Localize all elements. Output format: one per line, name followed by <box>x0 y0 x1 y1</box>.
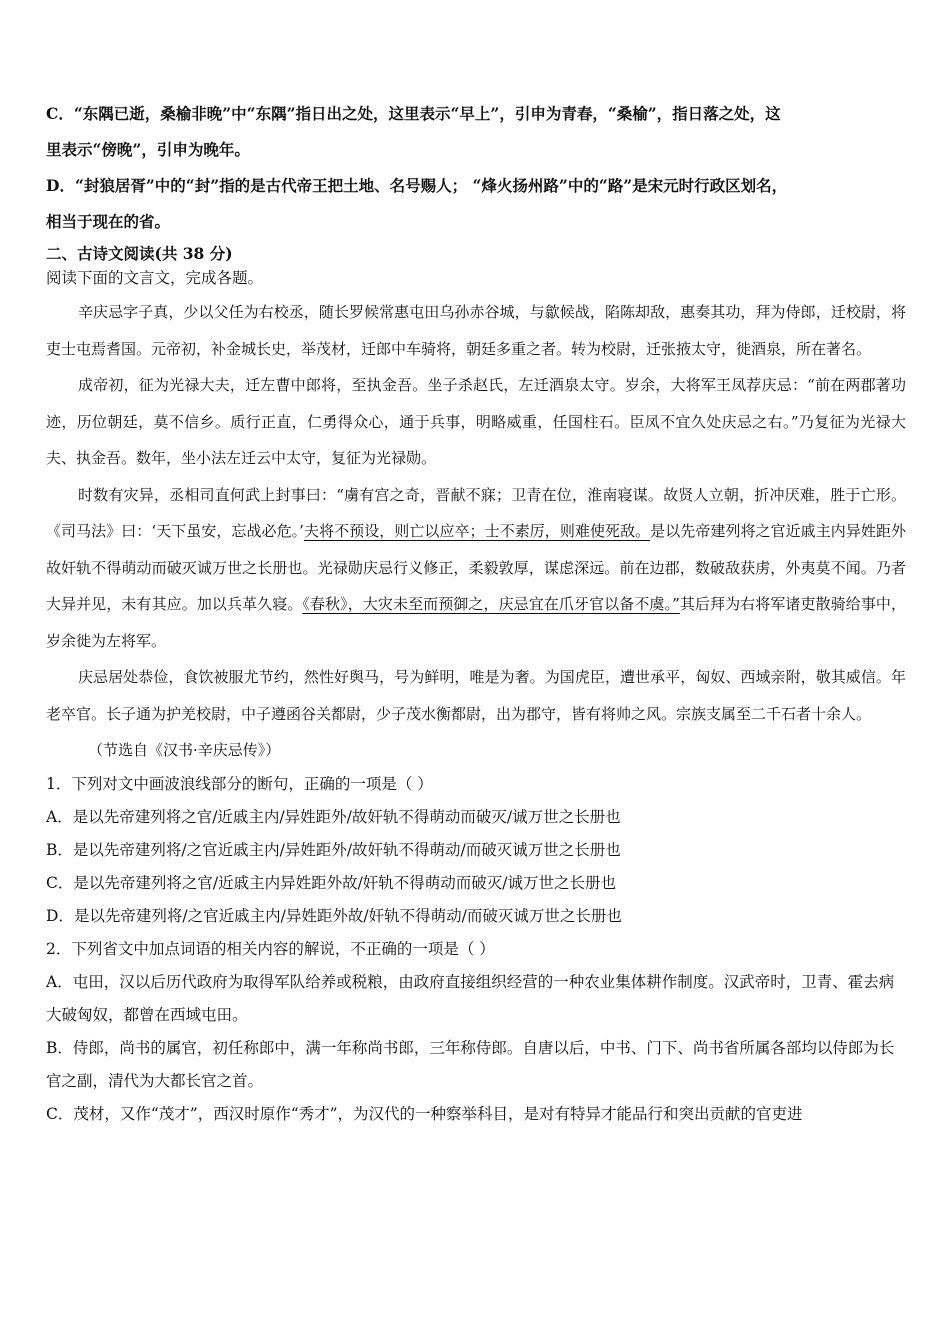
passage-text: 时数有灾异，丞相司直何武上封事曰：“虜有宫之奇，晋献不寐；卫青在位，淮南寝谋。故贤人立朝，折冲厌难，胜于亡形。《司马法》曰：‘天下虽安，忘战必危。’ <box>46 485 906 540</box>
question-2-option-b: B．侍郎，尚书的属官，初任称郎中，满一年称尚书郎，三年称侍郎。自唐以后，中书、门下、尚书省所属各部均以侍郎为长官之副，清代为大都长官之首。 <box>46 1039 895 1090</box>
question-2-stem: 2．下列省文中加点词语的相关内容的解说，不正确的一项是（ ） <box>46 940 495 958</box>
passage-text: 是以先帝建列将之官近戚主内异姓距外故奸轨不得萌动而破灭诚万世之长册也。光禄勋庆忌行义修正，柔毅敦厚，谋虑深远。前在边郡，数破敌获虏，外夷莫不闻。乃者大异并见，未有其应。加以兵革久寝。 <box>46 522 906 613</box>
document-page <box>46 96 906 1131</box>
question-2-option-a: A．屯田，汉以后历代政府为取得军队给养或税粮，由政府直接组织经营的一种农业集体耕作制度。汉武帝时，卫青、霍去病大破匈奴，都曾在西域屯田。 <box>46 973 895 1024</box>
option-d-line-2: 相当于现在的省。 <box>46 212 171 231</box>
section-instruction: 阅读下面的文言文，完成各题。 <box>46 269 264 287</box>
passage-paragraph-4: 庆忌居处恭俭，食饮被服尤节约，然性好舆马，号为鲜明，唯是为奢。为国虎臣，遭世承平，匈奴、西域亲附，敬其威信。年老卒官。长子通为护羌校尉，中子遵函谷关都尉，少子茂水衡都尉，出为郡守，皆有将帅之风。宗族支属至二千石者十余人。 <box>46 668 906 723</box>
question-1-option-b: B．是以先帝建列将/之官近戚主内/异姓距外/故奸轨不得萌动/而破灭诚万世之长册也 <box>46 841 621 859</box>
question-1-option-d: D．是以先帝建列将/之官近戚主内/异姓距外故/奸轨不得萌动/而破灭诚万世之长册也 <box>46 907 622 925</box>
passage-paragraph-1: 辛庆忌字子真，少以父任为右校丞，随长罗候常惠屯田乌孙赤谷城，与歙候战，陷陈却敌，惠奏其功，拜为侍郎，迁校尉，将吏士屯焉耆国。元帝初，补金城长史，举茂材，迁郎中车骑将，朝廷多重之者。转为校尉，迁张掖太守，徙酒泉，所在著名。 <box>46 303 906 358</box>
passage-source: （节选自《汉书·辛庆忌传》） <box>88 741 281 759</box>
option-d-line-1: D．“封狼居胥”中的“封”指的是古代帝王把土地、名号赐人； “烽火扬州路”中的“路”是宋元时行政区划名， <box>46 176 788 195</box>
option-c-line-2: 里表示“傍晚”，引申为晚年。 <box>46 140 250 159</box>
section-title: 二、古诗文阅读(共 38 分) <box>46 244 233 263</box>
question-1-option-a: A．是以先帝建列将之官/近戚主内/异姓距外/故奸轨不得萌动而破灭/诚万世之长册也 <box>46 808 621 826</box>
passage-text: 其后拜为右将军诸吏散骑给事中，岁余徙为左将军。 <box>46 595 906 650</box>
question-1-option-c: C．是以先帝建列将之官/近戚主内异姓距外故/奸轨不得萌动而破灭/诚万世之长册也 <box>46 874 617 892</box>
question-2-option-c: C．茂材，又作“茂才”，西汉时原作“秀才”，为汉代的一种察举科目，是对有特异才能品行和突出贡献的官吏进 <box>46 1105 803 1123</box>
option-c-line-1: C．“东隅已逝，桑榆非晚”中“东隅”指日出之处，这里表示“早上”，引申为青春，“桑榆”，指日落之处，这 <box>46 104 781 123</box>
underlined-sentence-1: 夫将不预设，则亡以应卒；士不素厉，则难使死敌。 <box>303 522 651 540</box>
question-1-stem: 1．下列对文中画波浪线部分的断句，正确的一项是（ ） <box>46 775 433 793</box>
passage-paragraph-3 <box>46 477 906 660</box>
underlined-sentence-2: 《春秋》，大灾未至而预御之，庆忌宜在爪牙官以备不虞。” <box>302 595 680 613</box>
passage-paragraph-2: 成帝初，征为光禄大夫，迁左曹中郎将，至执金吾。坐子杀赵氏，左迁酒泉太守。岁余，大将军王凤荐庆忌：“前在两郡著功迹，历位朝廷，莫不信乡。质行正直，仁勇得众心，通于兵事，明略威重，任国柱石。臣凤不宜久处庆忌之右。”乃复征为光禄大夫、执金吾。数年，坐小法左迁云中太守，复征为光禄勋。 <box>46 376 906 467</box>
